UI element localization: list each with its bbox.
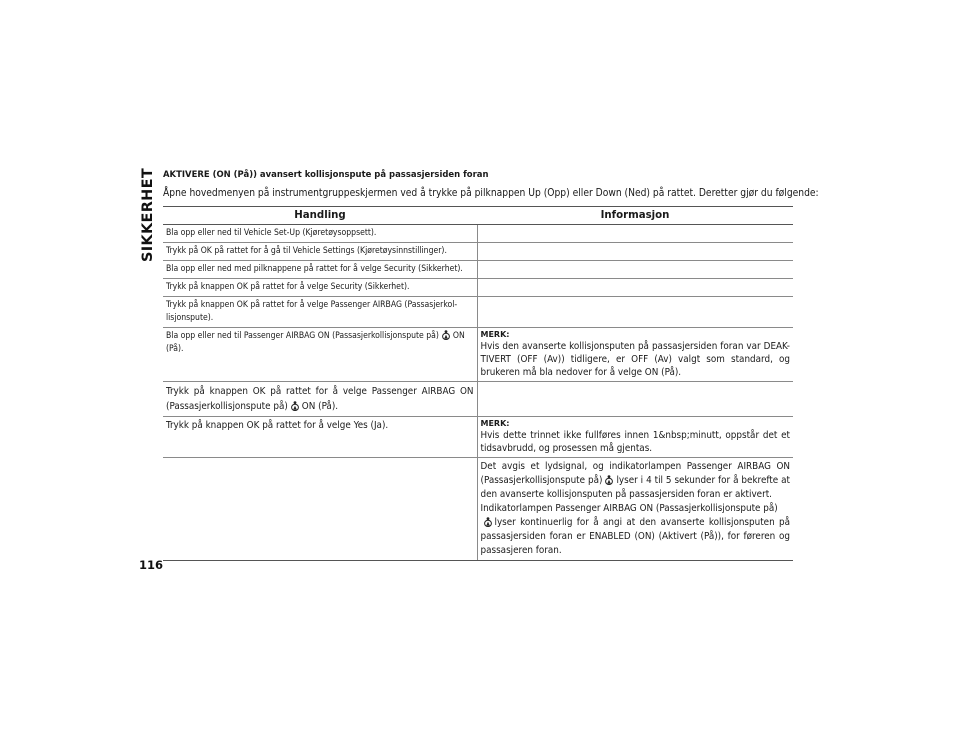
action-cell: Bla opp eller ned med pilknappene på rattet for å velge Security (Sikkerhet). [163,261,477,279]
airbag-passenger-icon [484,517,492,527]
action-cell [163,382,477,417]
action-text: Trykk på knappen OK på rattet for å velge Passenger AIRBAG ON (Passasjerkollisjonspute på) [166,386,474,412]
action-cell: Trykk på knappen OK på rattet for å velge Passenger AIRBAG (Passasjerkol-lisjonspute). [163,297,477,328]
table-row [163,458,793,561]
info-text: lyser i 4 til 5 sekunder for å bekrefte at den avanserte kollisjonsputen på passasjersiden foran er aktivert. [480,475,790,500]
info-cell [477,225,793,243]
info-text: Det avgis et lydsignal, og indikatorlampen Passenger AIRBAG ON (Passasjerkollisjonspute på) [480,461,790,486]
action-text: ON (På). [166,331,465,354]
action-cell: Trykk på knappen OK på rattet for å velge Yes (Ja). [163,417,477,458]
info-cell [477,382,793,417]
airbag-passenger-icon [291,401,299,411]
section-tab [138,167,158,263]
airbag-passenger-icon [605,475,613,485]
table-row [163,297,793,328]
info-text: lyser kontinuerlig for å angi at den avanserte kollisjonsputen på passasjersiden foran er ENABLED (ON) (Aktivert (På)), for føreren og passasjeren foran. [480,517,790,556]
info-cell [477,243,793,261]
section-heading: AKTIVERE (ON (På)) avansert kollisjonspute på passasjersiden foran [163,170,489,180]
info-cell [477,458,793,561]
page-content [163,170,819,561]
page-number: 116 [139,558,164,572]
table-row [163,328,793,382]
action-cell [163,458,477,561]
table-header-row [163,207,793,225]
section-tab-label: SIKKERHET [140,167,156,263]
action-text: ON (På). [301,401,339,412]
action-cell: Bla opp eller ned til Vehicle Set-Up (Kjøretøysoppsett). [163,225,477,243]
info-cell [477,261,793,279]
action-text: Bla opp eller ned til Passenger AIRBAG ON (Passasjerkollisjonspute på) [166,331,439,341]
table-row [163,382,793,417]
column-header-action: Handling [163,207,477,225]
procedure-table [163,206,793,561]
note-text: Hvis dette trinnet ikke fullføres innen 1&nbsp;minutt, oppstår det et tidsavbrudd, og prosessen må gjentas. [480,430,790,454]
action-cell: Trykk på knappen OK på rattet for å velge Security (Sikkerhet). [163,279,477,297]
action-cell [163,328,477,382]
note-label: MERK: [480,419,510,428]
table-row [163,225,793,243]
note-label: MERK: [480,330,510,339]
info-text: Indikatorlampen Passenger AIRBAG ON (Passasjerkollisjonspute på) [480,503,778,514]
column-header-info: Informasjon [477,207,793,225]
table-row [163,261,793,279]
note-text: Hvis den avanserte kollisjonsputen på passasjersiden foran var DEAK-TIVERT (OFF (Av)) tidligere, er OFF (Av) valgt som standard, og brukeren må bla nedover for å velge ON (På). [480,341,790,378]
info-cell [477,279,793,297]
table-row [163,279,793,297]
table-row [163,417,793,458]
intro-paragraph: Åpne hovedmenyen på instrumentgruppeskjermen ved å trykke på pilknappen Up (Opp) eller Down (Ned) på rattet. Deretter gjør du følgende: [163,188,819,199]
info-cell [477,297,793,328]
info-cell [477,417,793,458]
action-cell: Trykk på OK på rattet for å gå til Vehicle Settings (Kjøretøysinnstillinger). [163,243,477,261]
airbag-passenger-icon [442,330,450,340]
info-cell [477,328,793,382]
table-row [163,243,793,261]
